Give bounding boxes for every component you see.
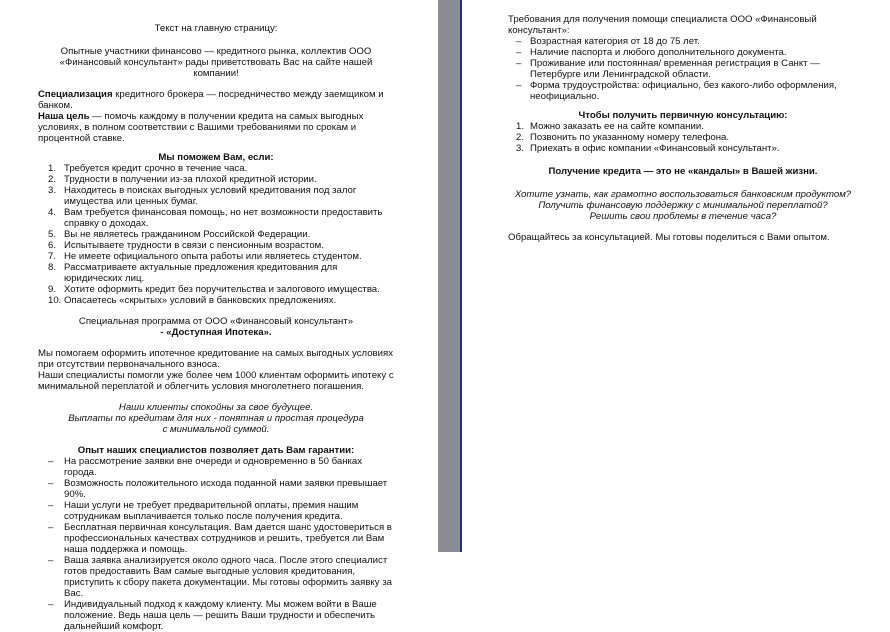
list-number: 5.	[48, 229, 57, 240]
list-item	[38, 284, 394, 295]
list-item-text: Возможность положительного исхода поданной нами заявки превышает 90%.	[64, 478, 388, 500]
question-line-2: Получить финансовую поддержку с минимальной переплатой?	[538, 200, 828, 211]
specialization-text: кредитного брокера — посредничество между заемщиком и банком.	[38, 89, 384, 111]
list-item-text: Проживание или постоянная/ временная регистрация в Санкт — Петербурге или Ленинградской области.	[530, 58, 820, 80]
list-number: 2.	[516, 132, 525, 143]
list-dash: –	[516, 80, 522, 91]
list-item-text: Испытываете трудности в связи с пенсионным возрастом.	[64, 240, 324, 251]
list-item-text: Вы не являетесь гражданином Российской Федерации.	[64, 229, 311, 240]
list-item	[38, 163, 394, 174]
list-number: 4.	[48, 207, 57, 218]
mortgage-paragraph-1: Мы помогаем оформить ипотечное кредитование на самых выгодных условиях при отсутствии первоначального взноса.	[38, 348, 394, 370]
list-number: 6.	[48, 240, 57, 251]
list-item-text: Требуется кредит срочно в течение часа.	[64, 163, 248, 174]
list-number: 7.	[48, 251, 57, 262]
list-item-text: Бесплатная первичная консультация. Вам дается шанс удостовериться в профессиональных качествах сотрудников и решить, требуется ли Вам наша поддержка и помощь.	[64, 522, 392, 555]
guarantee-list	[38, 456, 394, 632]
list-item	[508, 132, 858, 143]
list-item-text: На рассмотрение заявки вне очереди и одновременно в 50 банках города.	[64, 456, 363, 478]
list-number: 1.	[516, 121, 525, 132]
list-item-text: Приехать в офис компании «Финансовый консультант».	[530, 143, 780, 154]
list-dash: –	[48, 500, 54, 511]
page-separator	[438, 0, 462, 552]
list-item-text: Наличие паспорта и любого дополнительного документа.	[530, 47, 787, 58]
list-item	[38, 599, 394, 632]
goal-label: Наша цель	[38, 111, 90, 122]
calm-line-3: с минимальной суммой.	[162, 424, 270, 435]
list-number: 3.	[516, 143, 525, 154]
requirements-heading: Требования для получения помощи специалиста ООО «Финансовый консультант»:	[508, 14, 817, 36]
list-dash: –	[516, 58, 522, 69]
list-item-text: Не имеете официального опыта работы или являетесь студентом.	[64, 251, 362, 262]
list-item	[38, 185, 394, 207]
list-item-text: Ваша заявка анализируется около одного часа. После этого специалист готов предоставить Вам самые выгодные условия кредитования, приступить к сбору пакета документации. Мы готовы оформить заявку за Вас.	[64, 555, 392, 599]
question-line-3: Решить свои проблемы в течение часа?	[589, 211, 777, 222]
list-number: 8.	[48, 262, 57, 273]
list-item	[38, 500, 394, 522]
list-dash: –	[48, 599, 54, 610]
intro-paragraph: Опытные участники финансово — кредитного рынка, коллектив ООО «Финансовый консультант» рады приветствовать Вас на сайте нашей компании!	[59, 46, 373, 79]
calm-line-1: Наши клиенты спокойны за свое будущее.	[118, 402, 314, 413]
consultation-section-title: Чтобы получить первичную консультацию:	[578, 110, 788, 121]
list-item-text: Находитесь в поисках выгодных условий кредитования под залог имущества или ценных бумаг.	[64, 185, 357, 207]
list-item-text: Наши услуги не требует предварительной оплаты, премия нашим сотрудникам выплачивается только после получения кредита.	[64, 500, 359, 522]
list-dash: –	[516, 36, 522, 47]
list-dash: –	[48, 522, 54, 533]
list-number: 2.	[48, 174, 57, 185]
list-item-text: Рассматриваете актуальные предложения кредитования для юридических лиц.	[64, 262, 338, 284]
list-item-text: Форма трудоустройства: официально, без какого-либо оформления, неофициально.	[530, 80, 837, 102]
list-dash: –	[48, 555, 54, 566]
goal-text: — помочь каждому в получении кредита на самых выгодных условиях, в полном соответствии с Вашими требованиями по срокам и процентной ставке.	[38, 111, 364, 144]
list-item	[38, 456, 394, 478]
list-item	[38, 207, 394, 229]
list-item	[508, 36, 858, 47]
list-item	[38, 478, 394, 500]
page-left-content	[38, 23, 394, 632]
specialization-label: Специализация	[38, 89, 113, 100]
list-item-text: Трудности в получении из-за плохой кредитной истории.	[64, 174, 317, 185]
list-item-text: Позвонить по указанному номеру телефона.	[530, 132, 730, 143]
list-number: 10.	[48, 295, 62, 306]
homepage-text-heading: Текст на главную страницу:	[154, 23, 278, 34]
list-item-text: Опасаетесь «скрытых» условий в банковских предложениях.	[64, 295, 337, 306]
list-item	[508, 80, 858, 102]
list-item	[508, 143, 858, 154]
list-dash: –	[48, 456, 54, 467]
program-name: - «Доступная Ипотека».	[160, 327, 272, 338]
question-line-1: Хотите узнать, как грамотно воспользоваться банковским продуктом?	[514, 189, 852, 200]
consultation-steps-list	[508, 121, 858, 154]
list-number: 3.	[48, 185, 57, 196]
program-title-line: Специальная программа от ООО «Финансовый консультант»	[78, 316, 354, 327]
list-item-text: Вам требуется финансовая помощь, но нет возможности предоставить справку о доходах.	[64, 207, 383, 229]
document-page-left	[0, 0, 438, 632]
credit-headline: Получение кредита — это не «кандалы» в Вашей жизни.	[548, 166, 818, 177]
requirements-list	[508, 36, 858, 102]
list-item-text: Можно заказать ее на сайте компании.	[530, 121, 704, 132]
list-item	[508, 121, 858, 132]
list-item	[508, 47, 858, 58]
specialization-paragraph	[38, 89, 394, 111]
goal-paragraph	[38, 111, 394, 144]
list-number: 9.	[48, 284, 57, 295]
list-item	[38, 229, 394, 240]
list-number: 1.	[48, 163, 57, 174]
page-right-content	[508, 14, 858, 243]
help-section-title: Мы поможем Вам, если:	[158, 152, 274, 163]
list-item	[38, 240, 394, 251]
document-page-right	[462, 0, 890, 552]
list-dash: –	[516, 47, 522, 58]
list-item	[38, 262, 394, 284]
list-item	[38, 295, 394, 306]
list-item-text: Хотите оформить кредит без поручительства и залогового имущества.	[64, 284, 380, 295]
list-item	[38, 174, 394, 185]
mortgage-paragraph-2: Наши специалисты помогли уже более чем 1000 клиентам оформить ипотеку с минимальной переплатой и облегчить условия многолетнего погашения.	[38, 370, 394, 392]
list-item	[38, 522, 394, 555]
help-conditions-list	[38, 163, 394, 306]
calm-line-2: Выплаты по кредитам для них - понятная и простая процедура	[68, 413, 364, 424]
list-dash: –	[48, 478, 54, 489]
list-item-text: Индивидуальный подход к каждому клиенту. Мы можем войти в Ваше положение. Ведь наша цель — решить Ваши трудности и обеспечить дальнейший комфорт.	[64, 599, 377, 632]
closing-paragraph: Обращайтесь за консультацией. Мы готовы поделиться с Вами опытом.	[508, 232, 830, 243]
list-item-text: Возрастная категория от 18 до 75 лет.	[530, 36, 700, 47]
list-item	[38, 555, 394, 599]
list-item	[38, 251, 394, 262]
list-item	[508, 58, 858, 80]
guarantee-section-title: Опыт наших специалистов позволяет дать Вам гарантии:	[77, 445, 355, 456]
